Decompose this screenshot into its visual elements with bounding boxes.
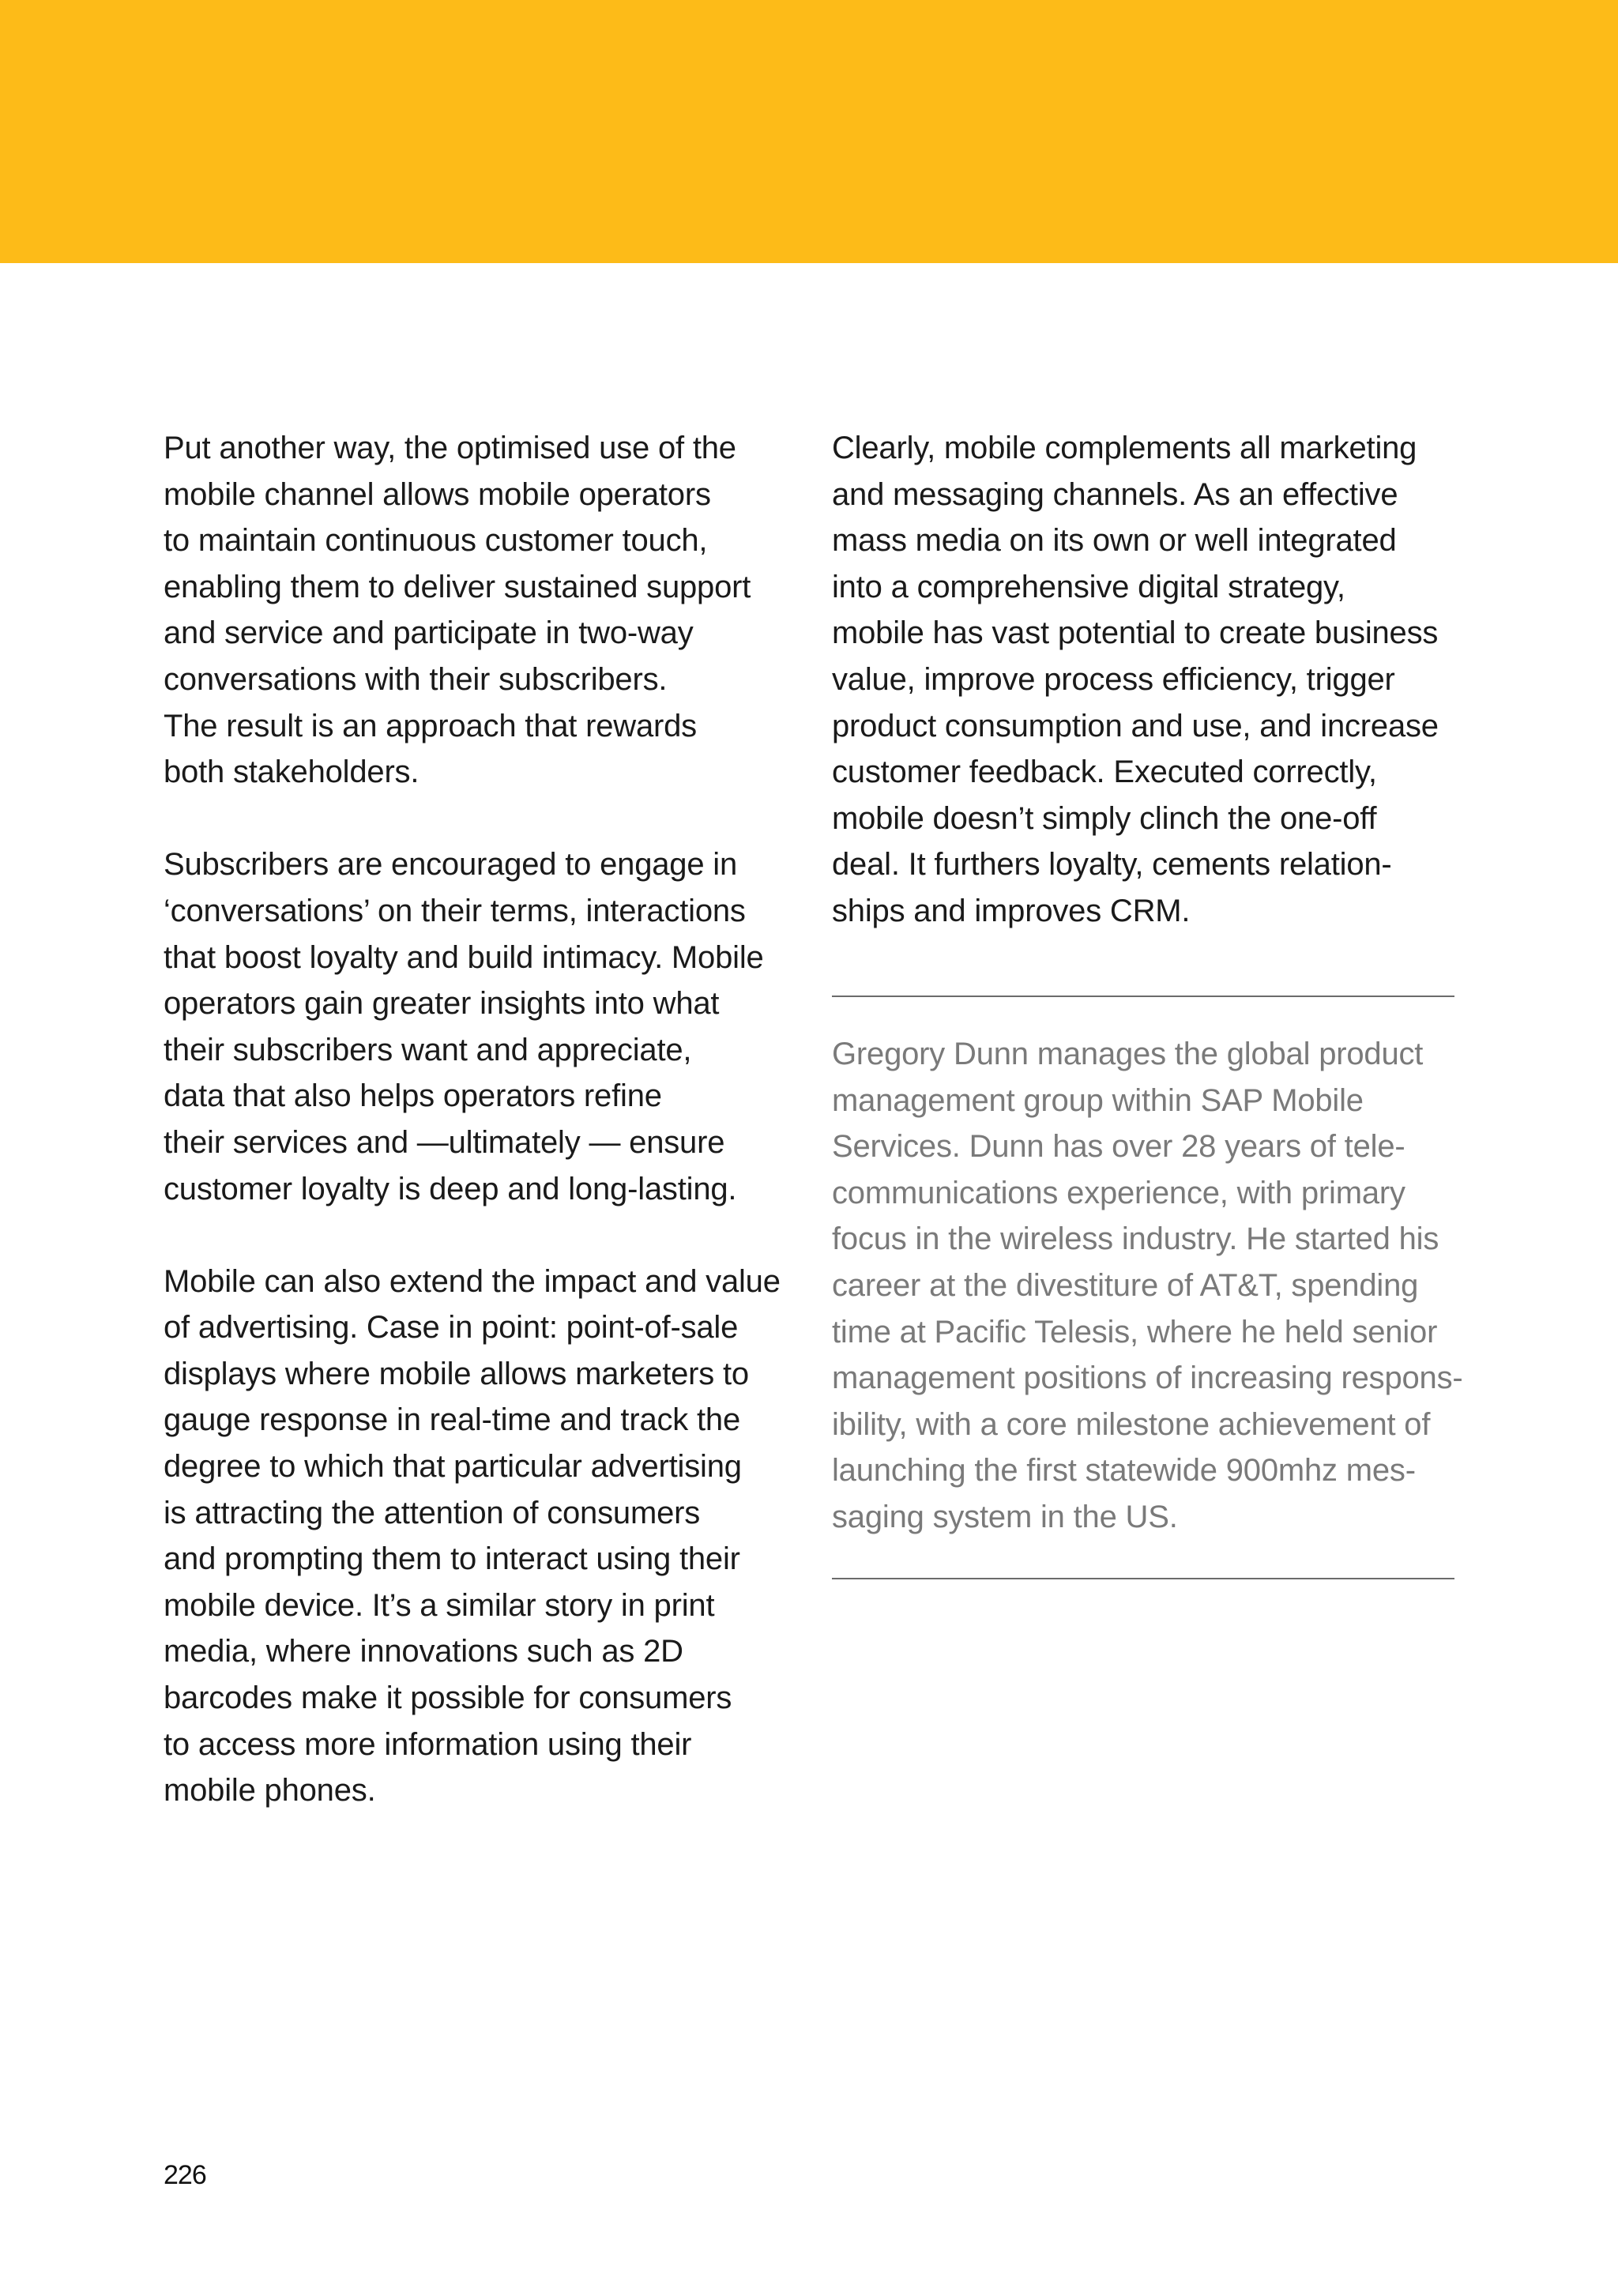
body-paragraph: Put another way, the optimised use of the mobile channel allows mobile operators to maintain continuous customer touch, enabling them to deliver sustained support and service and participate in two-way conversations with their subscribers. The result is an approach that rewards both stakeholders. (164, 431, 751, 790)
bio-divider-top (832, 996, 1454, 997)
body-paragraph: Mobile can also extend the impact and value of advertising. Case in point: point-of-sale displays where mobile allows marketers to gauge response in real-time and track the degree to which that particular advertising is attracting the attention of consumers and prompting them to interact using their mobile device. It’s a similar story in print media, where innovations such as 2D barcodes make it possible for consumers to access more information using their mobile phones. (164, 1263, 781, 1809)
page-number: 226 (164, 2160, 206, 2190)
body-paragraph: Clearly, mobile complements all marketing and messaging channels. As an effective mass media on its own or well integrated into a comprehensive digital strategy, mobile has vast potential to create business value, improve process efficiency, trigger product consumption and use, and increase customer feedback. Executed correctly, mobile doesn’t simply clinch the one-off deal. It furthers loyalty, cements relation- ships and improves CRM. (832, 431, 1439, 928)
right-text-column (832, 425, 1464, 935)
bio-divider-bottom (832, 1578, 1454, 1579)
body-paragraph: Subscribers are encouraged to engage in ‘conversations’ on their terms, interactions that boost loyalty and build intimacy. Mobile operators gain greater insights into what their subscribers want and appreciate, data that also helps operators refine their services and —ultimately — ensure customer loyalty is deep and long-lasting. (164, 847, 764, 1206)
left-text-column (164, 425, 796, 1814)
author-bio: Gregory Dunn manages the global product management group within SAP Mobile Services. Dunn has over 28 years of tele- communications experience, with primary focus in the wireless industry. He started his career at the divestiture of AT&T, spending time at Pacific Telesis, where he held senior management positions of increasing respons- ibility, with a core milestone achievement of launching the first statewide 900mhz mes- saging system in the US. (832, 1037, 1463, 1534)
header-color-band (0, 0, 1618, 263)
